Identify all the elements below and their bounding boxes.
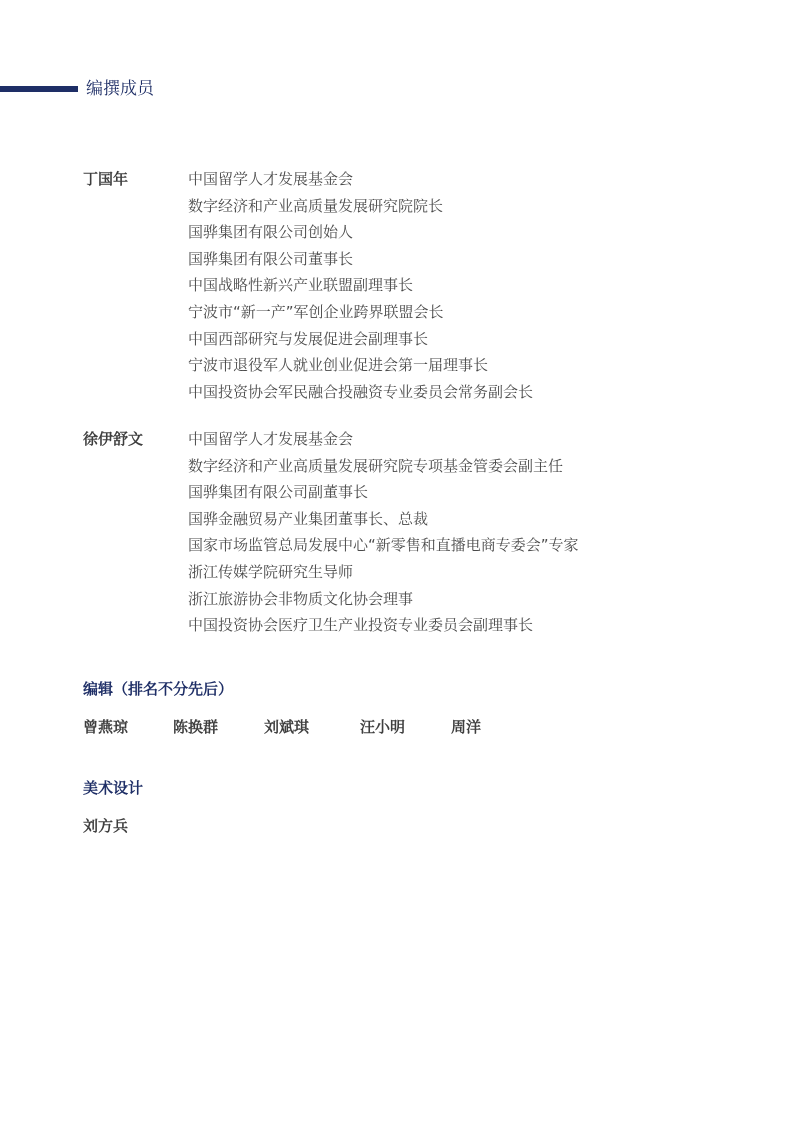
- member-role: 宁波市退役军人就业创业促进会第一届理事长: [188, 356, 489, 375]
- member-role: 数字经济和产业高质量发展研究院院长: [188, 196, 444, 215]
- member-role: 中国投资协会军民融合投融资专业委员会常务副会长: [188, 382, 534, 401]
- member-role: 国骅金融贸易产业集团董事长、总裁: [188, 509, 429, 528]
- member-role: 中国留学人才发展基金会: [188, 170, 354, 188]
- member-role: 国家市场监管总局发展中心“新零售和直播电商专委会”专家: [188, 536, 579, 555]
- member-role: 宁波市“新一产”军创企业跨界联盟会长: [188, 302, 444, 321]
- member-role: 浙江传媒学院研究生导师: [188, 562, 354, 581]
- member-role: 国骅集团有限公司董事长: [188, 249, 354, 268]
- member-block-1: [83, 166, 703, 406]
- editor-name: 曾燕琼: [83, 718, 129, 736]
- member-role: 国骅集团有限公司创始人: [188, 223, 354, 242]
- member-role: 浙江旅游协会非物质文化协会理事: [188, 589, 414, 608]
- member-block-2: [83, 426, 703, 641]
- editor-name: 周洋: [451, 718, 482, 736]
- member-role: 中国投资协会医疗卫生产业投资专业委员会副理事长: [188, 616, 534, 635]
- member-roles-list: [188, 166, 533, 405]
- member-role: 中国战略性新兴产业联盟副理事长: [188, 276, 414, 295]
- editor-name: 汪小明: [360, 718, 406, 736]
- editor-name: 刘斌琪: [264, 718, 310, 736]
- member-role: 中国西部研究与发展促进会副理事长: [188, 329, 429, 348]
- header-accent-bar: [0, 86, 78, 92]
- page-title: 编撰成员: [86, 79, 154, 99]
- member-role: 国骅集团有限公司副董事长: [188, 483, 369, 502]
- designer-name: 刘方兵: [83, 817, 129, 835]
- editors-section-title: 编辑（排名不分先后）: [83, 680, 234, 698]
- editor-name: 陈换群: [173, 718, 219, 736]
- member-role: 数字经济和产业高质量发展研究院专项基金管委会副主任: [188, 456, 564, 475]
- design-section-title: 美术设计: [83, 779, 144, 797]
- member-role: 中国留学人才发展基金会: [188, 430, 354, 448]
- member-name: 徐伊舒文: [83, 430, 144, 448]
- member-name: 丁国年: [83, 170, 129, 188]
- member-roles-list: [188, 426, 579, 639]
